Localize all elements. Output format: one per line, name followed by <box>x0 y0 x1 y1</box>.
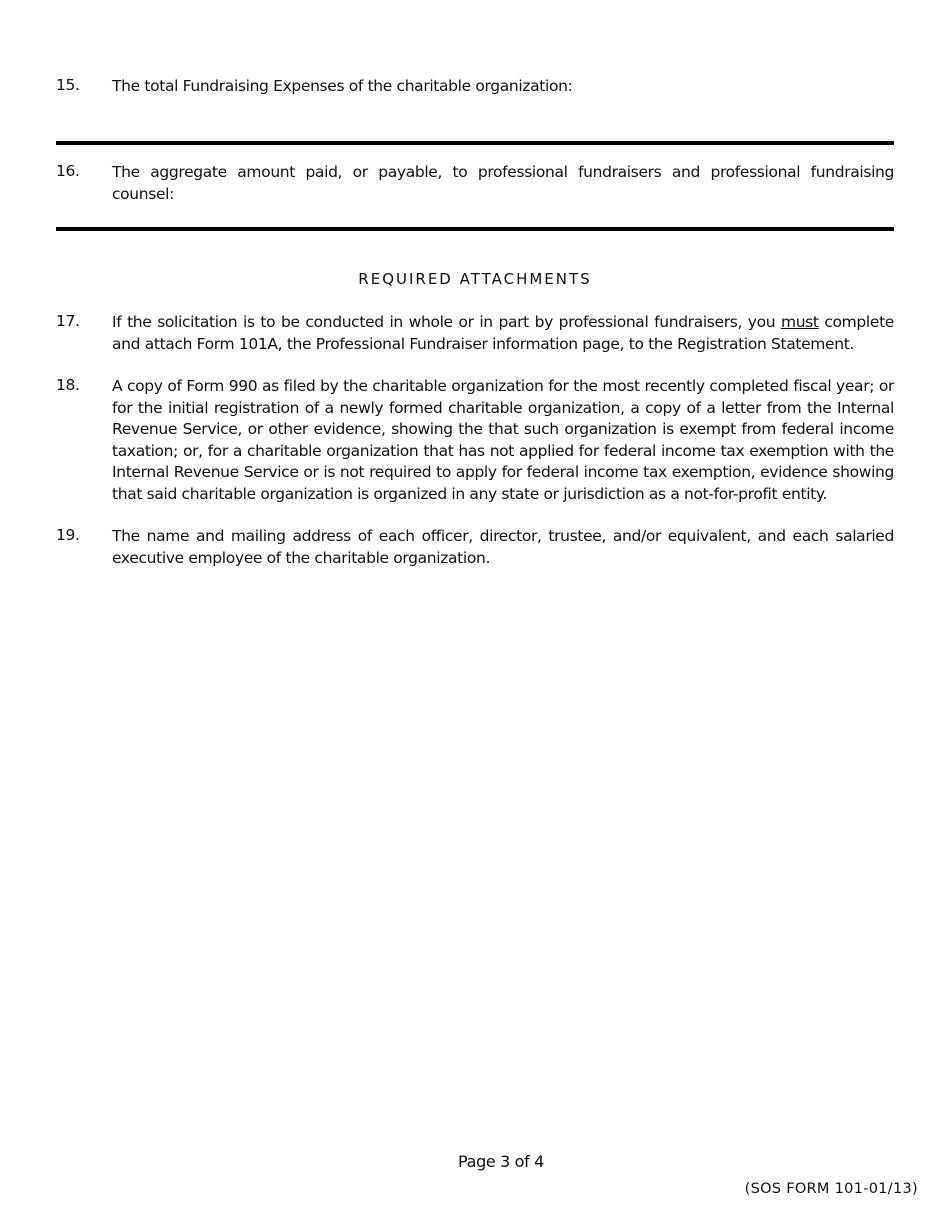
emphasis-text: must <box>780 313 819 331</box>
item-text-after: complete and attach Form 101A, the Professional Fundraiser information page, to the Registration Statement. <box>112 313 894 353</box>
item-text: The name and mailing address of each officer, director, trustee, and/or equivalent, and each salaried executive employee of the charitable organization. <box>112 527 894 567</box>
item-18 <box>56 376 894 505</box>
item-text <box>112 312 894 355</box>
form-number: (SOS FORM 101-01/13) <box>744 1181 918 1197</box>
item-text: A copy of Form 990 as filed by the charitable organization for the most recently completed fiscal year; or for the initial registration of a newly formed charitable organization, a copy of a letter from the Internal Revenue Service, or other evidence, showing the that such organization is exempt from federal income taxation; or, for a charitable organization that has not applied for federal income tax exemption with the Internal Revenue Service or is not required to apply for federal income tax exemption, evidence showing that said charitable organization is organized in any state or jurisdiction as a not-for-profit entity. <box>112 377 894 503</box>
item-number: 18. <box>56 376 80 394</box>
item-number: 17. <box>56 312 80 330</box>
item-16 <box>56 162 894 205</box>
item-number: 19. <box>56 526 80 544</box>
item-17 <box>56 312 894 355</box>
item-number: 15. <box>56 76 80 94</box>
item-text: The total Fundraising Expenses of the charitable organization: <box>112 77 573 95</box>
answer-line-15 <box>56 141 894 145</box>
section-heading: REQUIRED ATTACHMENTS <box>358 270 592 288</box>
answer-line-16 <box>56 227 894 231</box>
item-number: 16. <box>56 162 80 180</box>
item-text-before: If the solicitation is to be conducted in whole or in part by professional fundraisers, you <box>112 313 781 331</box>
item-text: The aggregate amount paid, or payable, to professional fundraisers and professional fundraising counsel: <box>112 163 894 203</box>
item-15 <box>56 76 894 98</box>
page-number: Page 3 of 4 <box>458 1152 544 1171</box>
item-19 <box>56 526 894 569</box>
